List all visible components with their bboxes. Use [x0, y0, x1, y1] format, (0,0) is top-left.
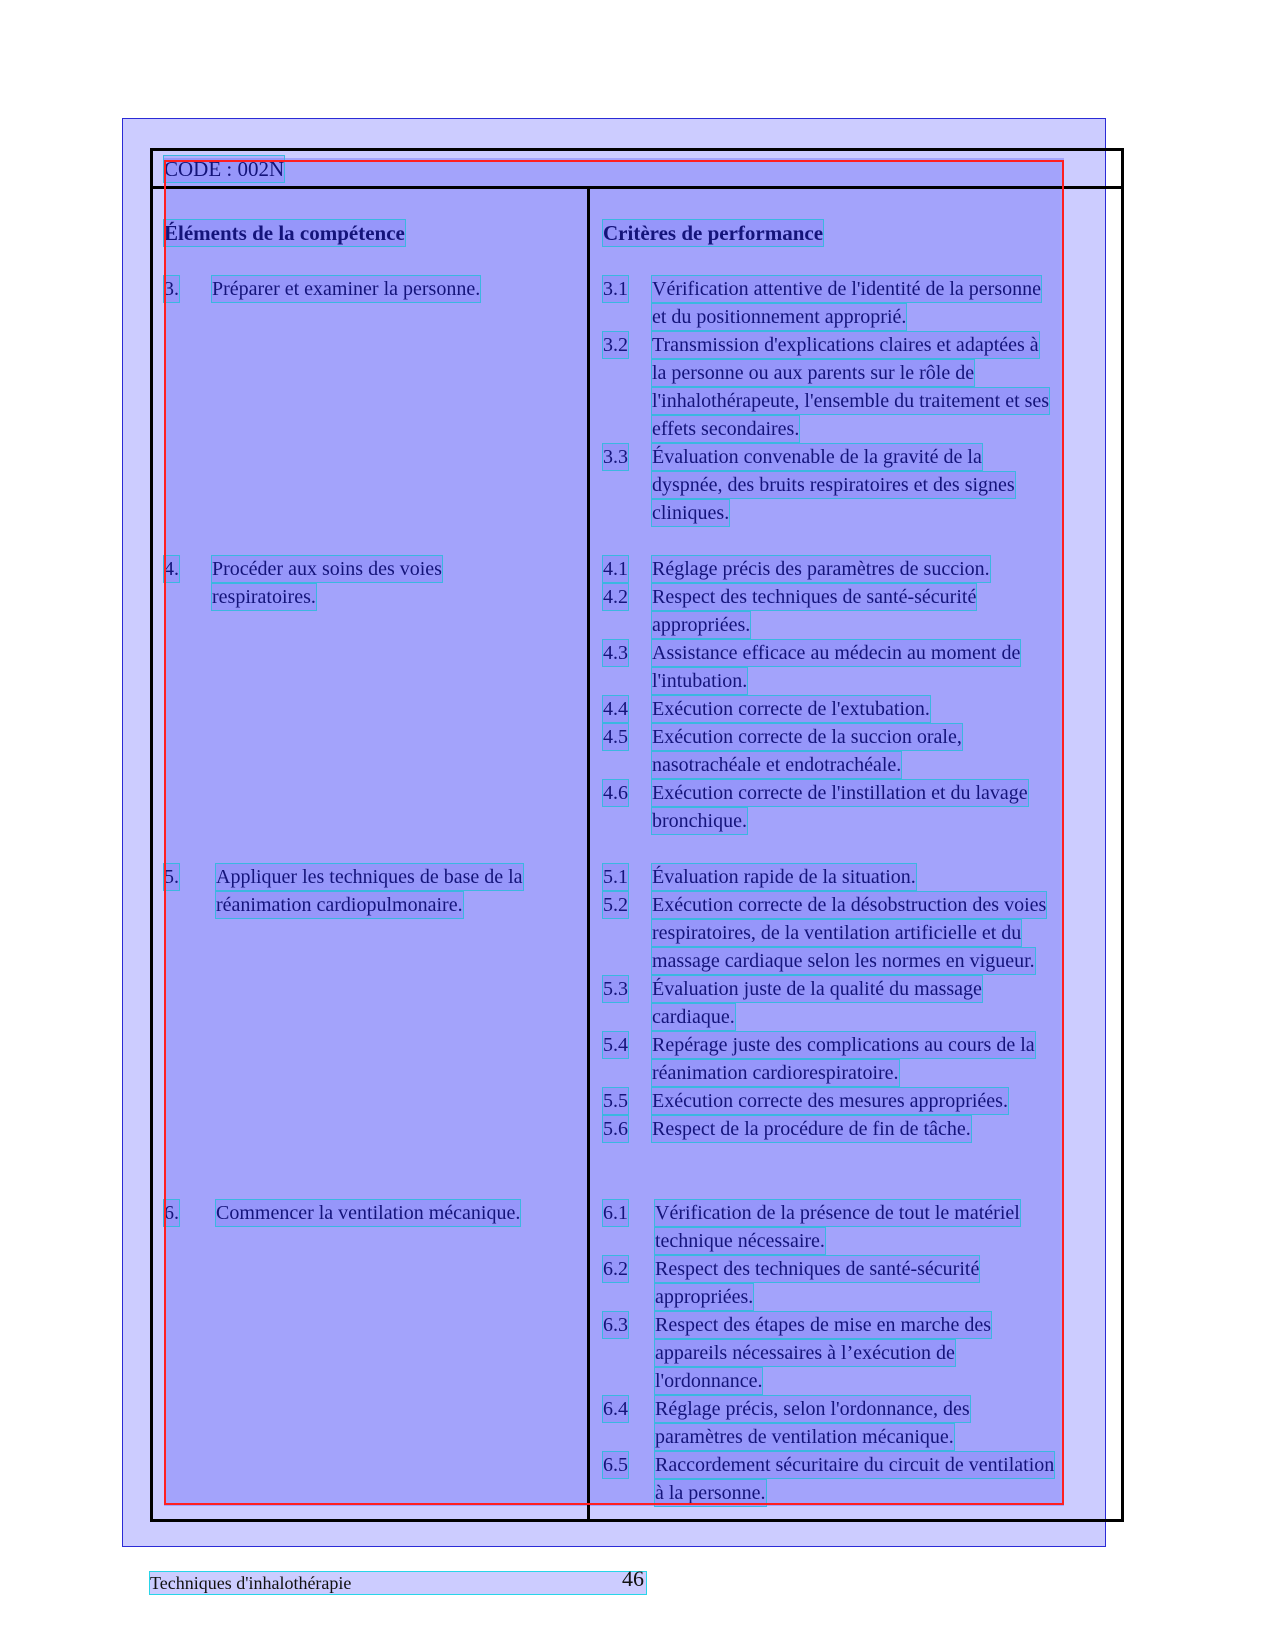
criterion-number: 3.3: [603, 446, 628, 468]
header-criteria: Critères de performance: [603, 221, 824, 245]
criterion-text: Exécution correcte de l'extubation.: [652, 698, 930, 720]
criterion-text: Raccordement sécuritaire du circuit de ventilation: [655, 1454, 1055, 1476]
criterion-text: nasotrachéale et endotrachéale.: [652, 754, 902, 776]
criterion-number: 5.3: [603, 978, 628, 1000]
criterion-text: Exécution correcte de la succion orale,: [652, 726, 962, 748]
criterion-text: Exécution correcte des mesures appropriées.: [652, 1090, 1008, 1112]
footer-title: Techniques d'inhalothérapie: [150, 1573, 352, 1593]
criterion-text: Repérage juste des complications au cours de la: [652, 1034, 1035, 1056]
element-text: Procéder aux soins des voies: [212, 558, 442, 580]
criterion-text: Respect des techniques de santé-sécurité: [655, 1258, 980, 1280]
element-text: Appliquer les techniques de base de la: [216, 866, 523, 888]
criterion-number: 6.4: [603, 1398, 628, 1420]
criterion-number: 6.3: [603, 1314, 628, 1336]
criterion-text: appareils nécessaires à l’exécution de: [655, 1342, 955, 1364]
criterion-text: Évaluation rapide de la situation.: [652, 866, 916, 888]
criterion-text: Assistance efficace au médecin au moment de: [652, 642, 1021, 664]
criterion-text: bronchique.: [652, 810, 747, 832]
element-text: Préparer et examiner la personne.: [212, 278, 481, 300]
criterion-text: Réglage précis des paramètres de succion.: [652, 558, 990, 580]
criterion-text: réanimation cardiorespiratoire.: [652, 1062, 899, 1084]
criterion-text: Vérification de la présence de tout le matériel: [655, 1202, 1020, 1224]
criterion-number: 5.2: [603, 894, 628, 916]
element-number: 4.: [164, 558, 179, 580]
criterion-text: et du positionnement approprié.: [652, 306, 907, 328]
criterion-text: paramètres de ventilation mécanique.: [655, 1426, 954, 1448]
criterion-text: l'intubation.: [652, 670, 748, 692]
criterion-text: dyspnée, des bruits respiratoires et des signes: [652, 474, 1015, 496]
criterion-number: 4.1: [603, 558, 628, 580]
criterion-text: à la personne.: [655, 1482, 766, 1504]
criterion-text: appropriées.: [655, 1286, 754, 1308]
code-label: CODE : 002N: [164, 157, 285, 181]
criterion-number: 3.2: [603, 334, 628, 356]
element-text: respiratoires.: [212, 586, 316, 608]
criterion-text: cliniques.: [652, 502, 730, 524]
element-number: 6.: [164, 1202, 179, 1224]
criterion-text: l'inhalothérapeute, l'ensemble du traitement et ses: [652, 390, 1050, 412]
element-text: réanimation cardiopulmonaire.: [216, 894, 463, 916]
element-number: 3.: [164, 278, 179, 300]
criterion-text: Exécution correcte de la désobstruction des voies: [652, 894, 1047, 916]
criterion-number: 5.1: [603, 866, 628, 888]
criterion-number: 3.1: [603, 278, 628, 300]
criterion-text: Vérification attentive de l'identité de la personne: [652, 278, 1042, 300]
criterion-text: cardiaque.: [652, 1006, 735, 1028]
criterion-text: technique nécessaire.: [655, 1230, 825, 1252]
criterion-text: Respect des techniques de santé-sécurité: [652, 586, 977, 608]
page-number: 46: [622, 1566, 644, 1591]
criterion-text: Évaluation juste de la qualité du massage: [652, 978, 982, 1000]
criterion-number: 4.3: [603, 642, 628, 664]
criterion-text: l'ordonnance.: [655, 1370, 763, 1392]
criterion-number: 4.4: [603, 698, 628, 720]
annotation-red-box: [164, 160, 1064, 1505]
header-elements: Éléments de la compétence: [164, 221, 405, 245]
criterion-text: respiratoires, de la ventilation artificielle et du: [652, 922, 1022, 944]
criterion-text: Exécution correcte de l'instillation et du lavage: [652, 782, 1028, 804]
criterion-number: 5.6: [603, 1118, 628, 1140]
criterion-number: 5.5: [603, 1090, 628, 1112]
criterion-text: la personne ou aux parents sur le rôle de: [652, 362, 975, 384]
criterion-text: effets secondaires.: [652, 418, 800, 440]
criterion-number: 6.2: [603, 1258, 628, 1280]
criterion-text: massage cardiaque selon les normes en vigueur.: [652, 950, 1035, 972]
criterion-text: Respect de la procédure de fin de tâche.: [652, 1118, 971, 1140]
criterion-number: 6.1: [603, 1202, 628, 1224]
criterion-text: Évaluation convenable de la gravité de la: [652, 446, 982, 468]
element-text: Commencer la ventilation mécanique.: [216, 1202, 521, 1224]
criterion-text: Réglage précis, selon l'ordonnance, des: [655, 1398, 970, 1420]
criterion-text: appropriées.: [652, 614, 751, 636]
element-number: 5.: [164, 866, 179, 888]
criterion-text: Respect des étapes de mise en marche des: [655, 1314, 991, 1336]
criterion-number: 4.6: [603, 782, 628, 804]
criterion-number: 4.2: [603, 586, 628, 608]
criterion-text: Transmission d'explications claires et adaptées à: [652, 334, 1039, 356]
criterion-number: 4.5: [603, 726, 628, 748]
criterion-number: 6.5: [603, 1454, 628, 1476]
criterion-number: 5.4: [603, 1034, 628, 1056]
